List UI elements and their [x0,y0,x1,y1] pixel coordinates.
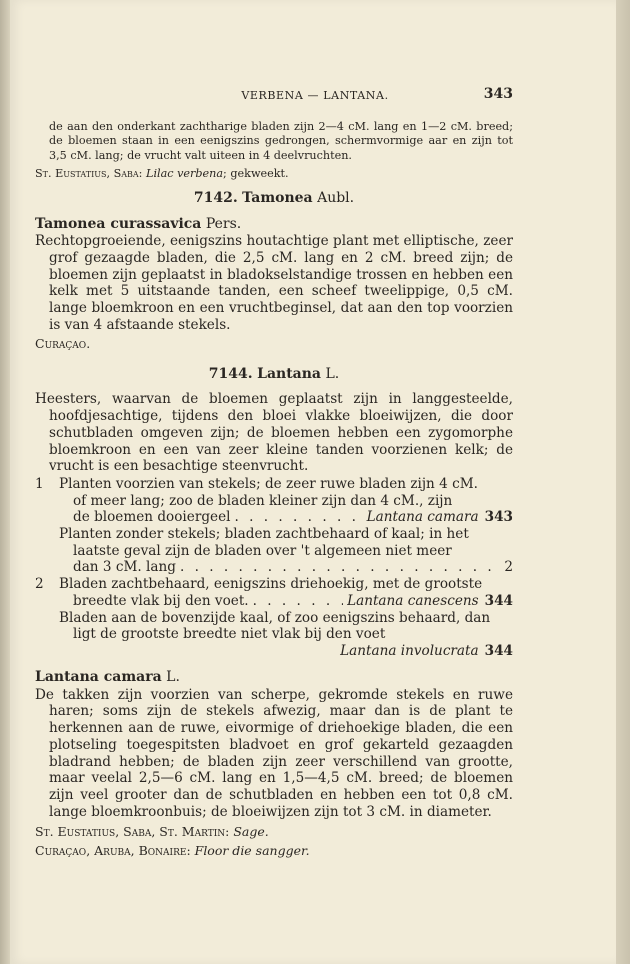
identification-key [35,476,513,660]
leader-dots [180,559,494,576]
species-locality-camara-1 [35,824,513,840]
species-description-tamonea: Rechtopgroeiende, eenigszins houtachtige plant met elliptische, zeer grof gezaagde bladen, die 2,5 cM. lang en 2 cM. breed zijn; de bloemen zijn geplaatst in bladokselstandige trossen en hebben een kelk met 5 uitstaande tanden, een scheef tweelippige, 0,5 cM. lange bloemkroon en een vruchtbeginsel, dat aan den top voorzien is van 4 afstaande stekels. [35,233,513,333]
key-couplet-reference[interactable]: 2 [504,559,513,576]
intro-locality: St. Eustatius, Saba [35,167,139,181]
species-author: L. [166,668,180,685]
key-lead-text: de bloemen dooiergeel [73,509,231,526]
key-page-reference[interactable]: 344 [484,592,513,609]
intro-locality-line [35,167,513,181]
key-line: Bladen aan de bovenzijde kaal, of zoo eenigszins behaard, dan [59,609,491,626]
species-locality-tamonea: Curaçao. [35,336,91,352]
page-edge [616,0,630,964]
key-lead-line [73,509,513,526]
intro-common-name-separator: ; [223,167,227,181]
key-target-taxon: Lantana canescens [347,592,479,609]
species-name: Lantana camara [35,668,162,685]
key-lead-line [73,593,513,610]
key-entry-number: 2 [35,576,44,593]
species-description-camara: De takken zijn voorzien van scherpe, gekromde stekels en ruwe haren; soms zijn de stekels afwezig, maar dan is de plant te herkennen aan de ruwe, eivormige of driehoekige bladen, die een plotseling toegespitsten bladvoet en grof gekarteld gezaagden bladrand hebben; de bladen zijn zeer verschillend van grootte, maar veelal 2,5—6 cM. lang en 1,5—4,5 cM. breed; de bloemen zijn veel grooter dan de schutbladen en hebben een tot 0,8 cM. lange bloemkroonbuis; de bloeiwijzen zijn tot 3 cM. in diameter. [35,686,513,820]
key-entry-1a [35,476,513,526]
key-target-taxon: Lantana camara [366,509,479,526]
key-line: ligt de grootste breedte niet vlak bij den voet [73,626,386,643]
species-name: Tamonea curassavica [35,216,202,233]
key-page-reference[interactable]: 344 [484,642,513,659]
species-locality-camara-2 [35,843,513,859]
key-entry-number: 1 [35,475,44,492]
intro-locality-separator: : [138,167,143,181]
intro-paragraph: de aan den onderkant zachtharige bladen zijn 2—4 cM. lang en 1—2 cM. breed; de bloemen staan in een eenigszins gedrongen, schermvormige aar en zijn tot 3,5 cM. lang; de vrucht valt uiteen in 4 deelvruchten. [49,120,513,162]
species-heading-camara [35,669,513,685]
locality-islands: Curaçao, Aruba, Bonaire [35,843,187,859]
leader-dots [234,509,362,526]
genus-name: Tamonea [242,190,313,207]
genus-heading-tamonea [35,190,513,206]
key-target-taxon: Lantana involucrata [340,642,479,659]
page-number: 343 [483,86,513,102]
leader-dots [253,593,343,610]
key-right-reference [73,643,513,660]
genus-author: L. [325,366,340,383]
key-line: laatste geval zijn de bladen over 't algemeen niet meer [73,542,452,559]
key-line: Bladen zachtbehaard, eenigszins driehoekig, met de grootste [59,576,483,593]
locality-islands: St. Eustatius, Saba, St. Martin [35,824,226,840]
key-lead-line [73,559,513,576]
running-head: VERBENA — LANTANA. [241,89,389,102]
locality-separator: : [225,824,230,840]
page-header [0,86,630,104]
intro-local-name: gekweekt. [230,167,289,181]
key-line: Planten voorzien van stekels; de zeer ruwe bladen zijn 4 cM. [59,475,478,492]
key-entry-2a [35,576,513,609]
species-heading-tamonea [35,216,513,232]
genus-name: Lantana [257,366,321,383]
locality-separator: : [186,843,191,859]
vernacular-name: Floor die sangger. [194,843,310,859]
vernacular-name: Sage. [233,824,269,840]
species-author: Pers. [205,216,242,233]
key-lead-text: dan 3 cM. lang [73,559,176,576]
key-lead-text: breedte vlak bij den voet. [73,592,249,609]
genus-number: 7144. [208,366,253,383]
page-content [35,120,513,859]
genus-number: 7142. [193,190,238,207]
genus-author: Aubl. [317,190,355,207]
genus-description-lantana: Heesters, waarvan de bloemen geplaatst zijn in langgesteelde, hoofdjesachtige, tijdens den bloei vlakke bloeiwijzen, die door schutbladen omgeven zijn; de bloemen hebben een zygomorphe bloemkroon en een van zeer kleine tanden voorzienen kelk; de vrucht is een besachtige steenvrucht. [35,391,513,475]
key-line: Planten zonder stekels; bladen zachtbehaard of kaal; in het [59,526,469,543]
book-spine-shadow [0,0,10,964]
key-line: of meer lang; zoo de bladen kleiner zijn dan 4 cM., zijn [73,492,453,509]
key-entry-2b [35,610,513,660]
key-page-reference[interactable]: 343 [484,509,513,526]
intro-common-name: Lilac verbena [146,167,224,181]
key-entry-1b [35,526,513,576]
genus-heading-lantana [35,366,513,382]
